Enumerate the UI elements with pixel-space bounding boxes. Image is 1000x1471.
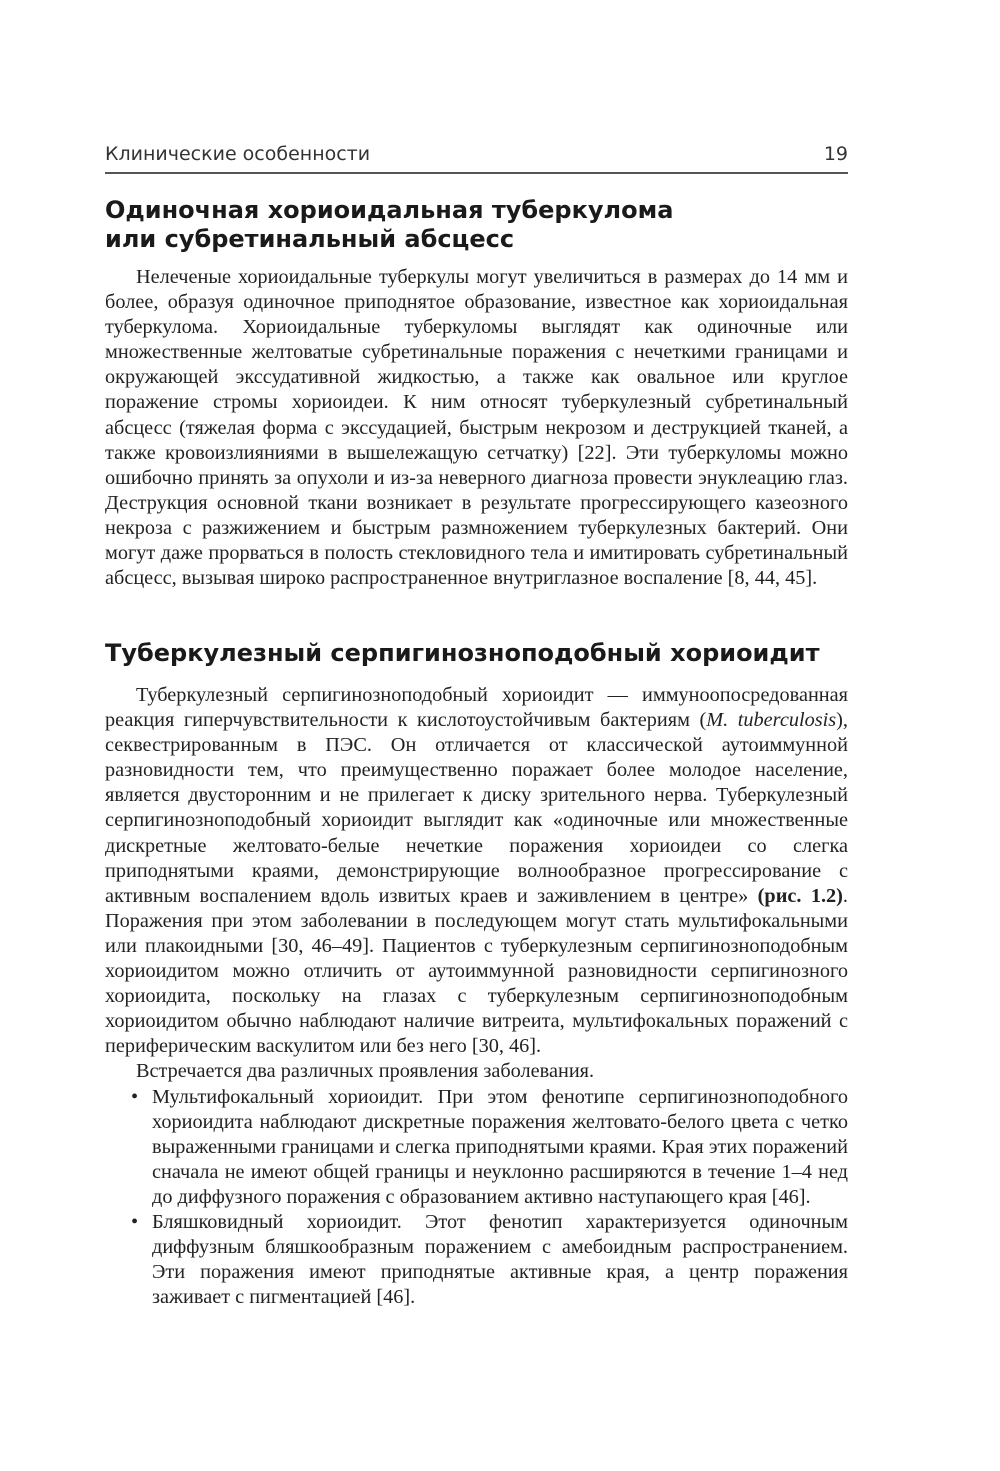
- list-item: [105, 1085, 848, 1210]
- list-item: [105, 1210, 848, 1310]
- heading-line-2: или субретинальный абсцесс: [105, 225, 515, 253]
- list-item-text: Мультифокальный хориоидит. При этом фенотипе серпигинозноподобного хориоидита наблюдают дискретные поражения желтовато-белого цвета с четко выраженными границами и слегка приподнятыми краями. Края этих поражений сначала не имеют общей границы и неуклонно расширяются в течение 1–4 нед до диффузного поражения с образованием активно наступающего края [46].: [152, 1085, 848, 1208]
- species-name-italic: M. tuberculosis: [706, 709, 837, 732]
- heading-line-1: Одиночная хориоидальная туберкулома: [105, 196, 674, 224]
- paragraph-text-part-1: Туберкулезный серпигинозноподобный хориоидит — иммуноопосредованная реакция гиперчувствительности к кислотоустойчивым бактериям (: [105, 684, 848, 732]
- page-number: 19: [823, 143, 848, 165]
- bullet-icon: •: [131, 1085, 139, 1108]
- section-body-tuberculoma: [105, 265, 848, 591]
- figure-reference: (рис. 1.2): [757, 884, 843, 907]
- section-heading-serpiginous: Туберкулезный серпигинозноподобный хориоидит: [105, 639, 820, 667]
- paragraph-text-part-2: ), секвестрированным в ПЭС. Он отличается от классической аутоиммунной разновидности тем, что преимущественно поражает более молодое население, является двусторонним и не прилегает к диску зрительного нерва. Туберкулезный серпигинозноподобный хориоидит выглядит как «одиночные или множественные дискретные желтовато-белые нечеткие поражения хориоидеи со слегка приподнятыми краями, демонстрирующие волнообразное прогрессирование с активным воспалением вдоль извитых краев и заживлением в центре»: [105, 709, 848, 907]
- paragraph-manifestations-intro: Встречается два различных проявления заболевания.: [136, 1060, 595, 1083]
- manifestations-list: [105, 1085, 848, 1311]
- paragraph-text-part-3: . Поражения при этом заболевании в последующем могут стать мультифокальными или плакоидными [30, 46–49]. Пациентов с туберкулезным серпигинозноподобным хориоидитом можно отличить от аутоиммунной разновидности серпигинозного хориоидита, поскольку на глазах с туберкулезным серпигинозноподобным хориоидитом обычно наблюдают наличие витреита, мультифокальных поражений с периферическим васкулитом или без него [30, 46].: [105, 884, 848, 1058]
- section-body-serpiginous: [105, 683, 848, 1310]
- bullet-icon: •: [131, 1210, 139, 1233]
- paragraph-serpiginous-definition: [105, 683, 848, 1059]
- running-header-section: Клинические особенности: [105, 143, 371, 165]
- list-item-text: Бляшковидный хориоидит. Этот фенотип характеризуется одиночным диффузным бляшкообразным поражением с амебоидным распространением. Эти поражения имеют приподнятые активные края, а центр поражения заживает с пигментацией [46].: [152, 1210, 848, 1309]
- paragraph-tuberculoma: Нелеченые хориоидальные туберкулы могут увеличиться в размерах до 14 мм и более, образуя одиночное приподнятое образование, известное как хориоидальная туберкулома. Хориоидальные туберкуломы выглядят как одиночные или множественные желтоватые субретинальные поражения с нечеткими границами и окружающей экссудативной жидкостью, а также как овальное или круглое поражение стромы хориоидеи. К ним относят туберкулезный субретинальный абсцесс (тяжелая форма с экссудацией, быстрым некрозом и деструкцией тканей, а также кровоизлияниями в вышележащую сетчатку) [22]. Эти туберкуломы можно ошибочно принять за опухоли и из-за неверного диагноза провести энуклеацию глаз. Деструкция основной ткани возникает в результате прогрессирующего казеозного некроза с разжижением и быстрым размножением туберкулезных бактерий. Они могут даже прорваться в полость стекловидного тела и имитировать субретинальный абсцесс, вызывая широко распространенное внутриглазное воспаление [8, 44, 45].: [105, 266, 848, 590]
- section-heading-tuberculoma: [105, 196, 848, 254]
- running-header: [105, 138, 848, 174]
